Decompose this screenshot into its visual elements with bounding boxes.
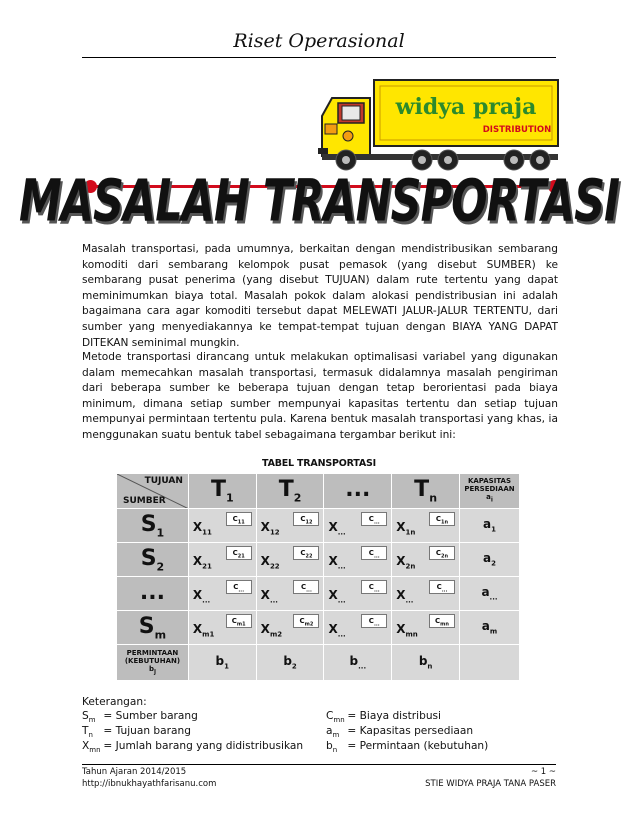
column-header: $T_1$ (188, 474, 256, 509)
cost-box: $C_{mn}$ (429, 614, 455, 628)
cost-box: $C_{2n}$ (429, 546, 455, 560)
demand-cell: $b_n$ (392, 645, 460, 681)
capacity-cell: $a_{...}$ (459, 577, 519, 611)
allocation-value: $X_{22}$ (260, 553, 280, 570)
truck-brand-text: widya praja (395, 94, 537, 120)
column-header: $T_2$ (256, 474, 324, 509)
allocation-value: $X_{11}$ (192, 519, 212, 536)
allocation-value: $X_{2n}$ (396, 553, 416, 570)
paragraph-intro: Masalah transportasi, pada umumnya, berkaitan dengan mendistribusikan sembarang komoditi dari sembarang kelompok pusat pemasok (yang disebut SUMBER) ke sembarang pusat penerima (yang disebut TUJUAN) dalam rute tertentu yang dapat meminimumkan biaya total. Masalah pokok dalam alokasi pendistribusian ini adalah bagaimana cara agar komoditi tersebut dapat MELEWATI JALUR-JALUR TERTENTU, dari sumber yang menyediakannya ke tempat-tempat tujuan dengan BIAYA YANG DAPAT DITEKAN seminimal mungkin. (82, 243, 558, 349)
cost-box: $C_{21}$ (226, 546, 252, 560)
cost-box: $C_{1n}$ (429, 512, 455, 526)
cost-box: $C_{...}$ (361, 546, 387, 560)
allocation-cell (392, 509, 460, 543)
cost-box: $C_{...}$ (361, 580, 387, 594)
allocation-value: $X_{...}$ (328, 587, 346, 604)
truck-tagline-text: DISTRIBUTION (482, 125, 552, 135)
demand-cell: $b_{...}$ (324, 645, 392, 681)
cost-box: $C_{...}$ (226, 580, 252, 594)
allocation-value: $X_{mn}$ (396, 621, 418, 638)
column-header: $T_n$ (392, 474, 460, 509)
page-header-title: Riset Operasional (233, 30, 405, 52)
table-row (117, 611, 520, 645)
allocation-value: $X_{...}$ (328, 621, 346, 638)
demand-header: PERMINTAAN (KEBUTUHAN) $b_j$ (117, 645, 189, 681)
truck-illustration (318, 76, 562, 176)
table-corner (117, 474, 189, 509)
footer-url[interactable]: http://ibnukhayathfarisanu.com (82, 779, 217, 789)
cost-box: $C_{...}$ (293, 580, 319, 594)
allocation-value: $X_{...}$ (396, 587, 414, 604)
cost-box: $C_{12}$ (293, 512, 319, 526)
allocation-cell (188, 543, 256, 577)
allocation-value: $X_{12}$ (260, 519, 280, 536)
allocation-cell (256, 509, 324, 543)
legend-item: $S_m$ = Sumber barang (82, 710, 198, 725)
allocation-cell (324, 577, 392, 611)
cost-box: $C_{...}$ (361, 512, 387, 526)
allocation-cell (392, 611, 460, 645)
capacity-cell: $a_1$ (459, 509, 519, 543)
row-header: $S_m$ (117, 611, 189, 645)
capacity-header: KAPASITAS PERSEDIAAN $a_i$ (459, 474, 519, 509)
table-row (117, 509, 520, 543)
footer-year: Tahun Ajaran 2014/2015 (82, 767, 187, 777)
allocation-cell (256, 611, 324, 645)
allocation-value: $X_{...}$ (328, 519, 346, 536)
capacity-cell: $a_m$ (459, 611, 519, 645)
header-rule (82, 57, 556, 58)
corner-label-sumber: SUMBER (123, 496, 166, 506)
cost-box: $C_{...}$ (429, 580, 455, 594)
paragraph-method: Metode transportasi dirancang untuk melakukan optimalisasi variabel yang digunakan dalam memecahkan masalah transportasi, termasuk didalamnya masalah pengiriman dari beberapa sumber ke beberapa tujuan dengan tetap berorientasi pada biaya minimum, dimana setiap sumber mempunyai kapasitas tertentu dan setiap tujuan mempunyai permintaan tertentu pula. Karena bentuk masalah transportasi yang khas, ia menggunakan suatu bentuk tabel sebagaimana tergambar berikut ini: (82, 351, 558, 441)
allocation-cell (188, 611, 256, 645)
allocation-value: $X_{...}$ (192, 587, 211, 604)
allocation-value: $X_{1n}$ (396, 519, 416, 536)
capacity-cell: $a_2$ (459, 543, 519, 577)
allocation-value: $X_{...}$ (328, 553, 346, 570)
legend-title: Keterangan: (82, 696, 147, 708)
legend-item: $b_n$ = Permintaan (kebutuhan) (326, 740, 489, 755)
allocation-cell (256, 577, 324, 611)
row-header: $S_2$ (117, 543, 189, 577)
allocation-cell (324, 543, 392, 577)
table-row (117, 577, 520, 611)
cost-box: $C_{11}$ (226, 512, 252, 526)
allocation-value: $X_{21}$ (192, 553, 212, 570)
demand-cell: $b_1$ (188, 645, 256, 681)
footer-right (425, 766, 556, 790)
legend-item: $T_n$ = Tujuan barang (82, 725, 191, 740)
legend-item: $C_{mn}$ = Biaya distribusi (326, 710, 441, 725)
allocation-cell (188, 509, 256, 543)
column-header: ... (324, 474, 392, 509)
allocation-cell (324, 611, 392, 645)
footer-rule (82, 764, 556, 765)
table-row (117, 543, 520, 577)
cost-box: $C_{m1}$ (226, 614, 252, 628)
allocation-value: $X_{m1}$ (192, 621, 215, 638)
allocation-cell (324, 509, 392, 543)
legend-item: $a_m$ = Kapasitas persediaan (326, 725, 474, 740)
table-caption: TABEL TRANSPORTASI (262, 458, 376, 469)
allocation-cell (188, 577, 256, 611)
row-header: $S_1$ (117, 509, 189, 543)
footer-left (82, 766, 216, 790)
allocation-value: $X_{...}$ (260, 587, 278, 604)
demand-empty-cell (459, 645, 519, 681)
legend-item: $X_{mn}$ = Jumlah barang yang didistribusikan (82, 740, 304, 755)
cost-box: $C_{22}$ (293, 546, 319, 560)
cost-box: $C_{m2}$ (293, 614, 319, 628)
allocation-value: $X_{m2}$ (260, 621, 283, 638)
cost-box: $C_{...}$ (361, 614, 387, 628)
allocation-cell (392, 577, 460, 611)
footer-institution: STIE WIDYA PRAJA TANA PASER (425, 779, 556, 789)
transport-table (116, 473, 520, 681)
page-number: ~ 1 ~ (530, 767, 556, 777)
corner-label-tujuan: TUJUAN (144, 476, 183, 486)
allocation-cell (392, 543, 460, 577)
row-header: ... (117, 577, 189, 611)
demand-cell: $b_2$ (256, 645, 324, 681)
main-title: MASALAH TRANSPORTASI (18, 168, 620, 236)
allocation-cell (256, 543, 324, 577)
